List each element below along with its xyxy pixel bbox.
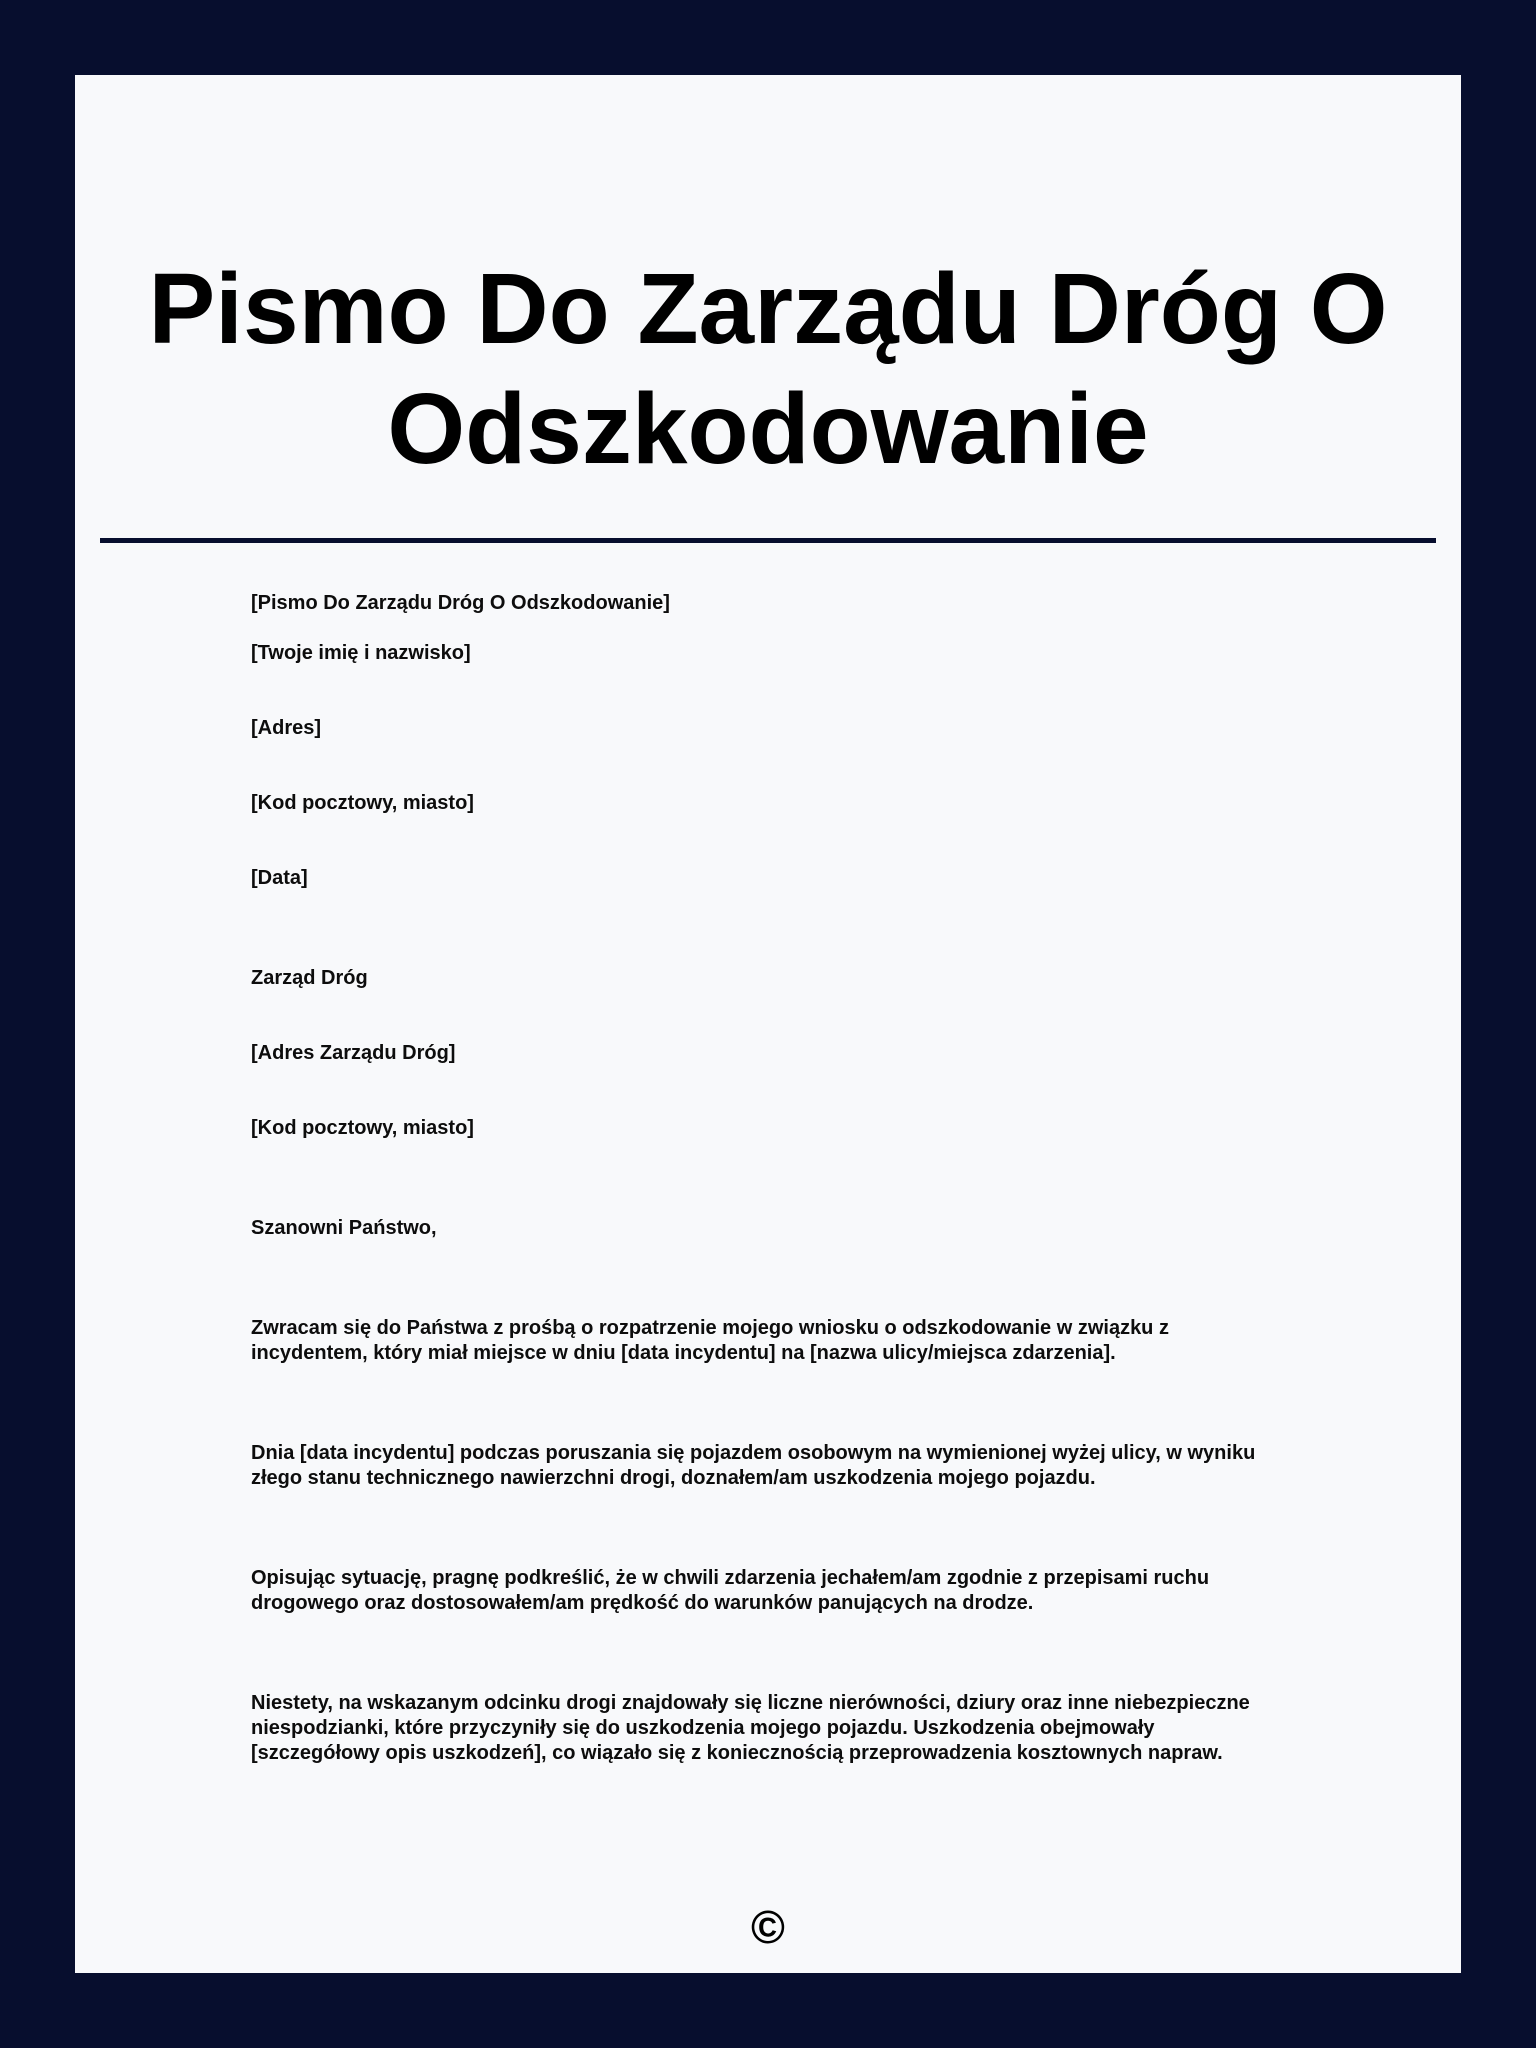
sender-address: [Adres] — [251, 717, 322, 739]
letter-date: [Data] — [251, 867, 308, 889]
body-paragraph: Opisując sytuację, pragnę podkreślić, że w chwili zdarzenia jechałem/am zgodnie z przepisami ruchu drogowego oraz dostosowałem/am prędkość do warunków panujących na drodze. — [251, 1567, 1210, 1614]
copyright-icon: © — [751, 1901, 785, 1953]
body-paragraph: Dnia [data incydentu] podczas poruszania się pojazdem osobowym na wymienionej wyżej ulicy, w wyniku złego stanu technicznego nawierzchni drogi, doznałem/am uszkodzenia mojego pojazdu. — [251, 1442, 1256, 1489]
body-paragraph: Zwracam się do Państwa z prośbą o rozpatrzenie mojego wniosku o odszkodowanie w związku z incydentem, który miał miejsce w dniu [data incydentu] na [nazwa ulicy/miejsca zdarzenia]. — [251, 1317, 1169, 1364]
page-title: Pismo Do Zarządu Dróg O Odszkodowanie — [148, 253, 1388, 485]
document-page — [75, 75, 1461, 1973]
body-paragraph: Niestety, na wskazanym odcinku drogi znajdowały się liczne nierówności, dziury oraz inne niebezpieczne niespodzianki, które przyczyniły się do uszkodzenia mojego pojazdu. Uszkodzenia obejmowały [szczegółowy opis uszkodzeń], co wiązało się z koniecznością przeprowadzenia kosztownych napraw. — [251, 1692, 1250, 1764]
recipient-postal-city: [Kod pocztowy, miasto] — [251, 1117, 474, 1139]
recipient-address: [Adres Zarządu Dróg] — [251, 1042, 456, 1064]
sender-postal-city: [Kod pocztowy, miasto] — [251, 792, 474, 814]
salutation: Szanowni Państwo, — [251, 1217, 437, 1239]
recipient-name: Zarząd Dróg — [251, 967, 368, 989]
title-divider — [100, 538, 1436, 543]
document-label: [Pismo Do Zarządu Dróg O Odszkodowanie] — [251, 592, 670, 614]
sender-name: [Twoje imię i nazwisko] — [251, 642, 471, 664]
letter-body — [251, 591, 1285, 1766]
